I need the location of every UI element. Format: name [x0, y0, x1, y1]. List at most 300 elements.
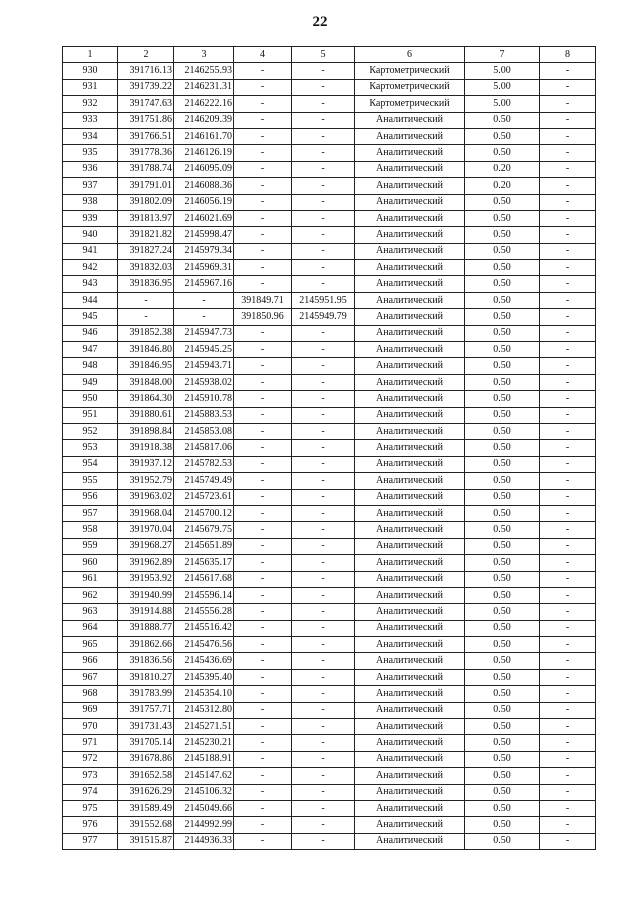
table-cell: 391757.71 [118, 702, 174, 718]
table-cell: 391940.99 [118, 587, 174, 603]
table-cell: - [540, 555, 596, 571]
table-cell: - [234, 522, 292, 538]
table-cell: - [540, 751, 596, 767]
table-cell: - [234, 128, 292, 144]
table-cell: 391832.03 [118, 260, 174, 276]
table-row [63, 637, 596, 653]
table-cell: - [234, 555, 292, 571]
table-cell: - [540, 79, 596, 95]
table-row [63, 358, 596, 374]
table-cell: 391962.89 [118, 555, 174, 571]
table-cell: - [234, 423, 292, 439]
table-cell: 391778.36 [118, 145, 174, 161]
table-cell: - [540, 440, 596, 456]
table-cell: - [292, 456, 355, 472]
table-row [63, 374, 596, 390]
table-cell: Аналитический [355, 587, 465, 603]
table-cell: - [234, 260, 292, 276]
table-cell: - [234, 833, 292, 849]
table-cell: 0.50 [465, 145, 540, 161]
table-cell: 2145476.56 [174, 637, 234, 653]
table-cell: - [292, 751, 355, 767]
table-cell: 0.50 [465, 653, 540, 669]
coordinates-table [62, 46, 596, 850]
table-header-row [63, 47, 596, 63]
table-cell: Аналитический [355, 358, 465, 374]
table-cell: - [540, 423, 596, 439]
table-cell: 391515.87 [118, 833, 174, 849]
table-cell: - [292, 784, 355, 800]
table-row [63, 79, 596, 95]
table-cell: Аналитический [355, 637, 465, 653]
table-cell: - [540, 292, 596, 308]
table-cell: - [292, 374, 355, 390]
table-cell: 2145967.16 [174, 276, 234, 292]
table-cell: Аналитический [355, 669, 465, 685]
table-cell: 391783.99 [118, 686, 174, 702]
table-row [63, 817, 596, 833]
table-cell: - [292, 276, 355, 292]
table-cell: 0.50 [465, 292, 540, 308]
table-cell: - [234, 145, 292, 161]
table-cell: 391766.51 [118, 128, 174, 144]
table-cell: - [234, 325, 292, 341]
table-cell: 0.50 [465, 833, 540, 849]
table-cell: - [234, 489, 292, 505]
table-cell: Аналитический [355, 243, 465, 259]
table-cell: - [234, 686, 292, 702]
table-row [63, 653, 596, 669]
table-cell: 0.50 [465, 817, 540, 833]
table-cell: 2145700.12 [174, 505, 234, 521]
table-cell: - [234, 79, 292, 95]
table-cell: 2146021.69 [174, 210, 234, 226]
table-cell: 0.50 [465, 210, 540, 226]
table-cell: 958 [63, 522, 118, 538]
table-cell: - [292, 96, 355, 112]
table-cell: 2145782.53 [174, 456, 234, 472]
table-cell: 391716.13 [118, 63, 174, 79]
table-cell: 391888.77 [118, 620, 174, 636]
table-cell: - [540, 587, 596, 603]
table-cell: 934 [63, 128, 118, 144]
table-cell: - [540, 391, 596, 407]
table-row [63, 751, 596, 767]
table-cell: Аналитический [355, 571, 465, 587]
table-cell: Аналитический [355, 751, 465, 767]
table-cell: 947 [63, 342, 118, 358]
table-cell: 391968.27 [118, 538, 174, 554]
table-cell: Картометрический [355, 96, 465, 112]
table-cell: 391821.82 [118, 227, 174, 243]
table-cell: 2145651.89 [174, 538, 234, 554]
table-cell: 391788.74 [118, 161, 174, 177]
table-cell: 944 [63, 292, 118, 308]
table-cell: Аналитический [355, 686, 465, 702]
table-cell: Аналитический [355, 210, 465, 226]
table-cell: 391802.09 [118, 194, 174, 210]
table-cell: - [292, 227, 355, 243]
column-header-4: 4 [234, 47, 292, 63]
table-cell: 2146255.93 [174, 63, 234, 79]
table-cell: Аналитический [355, 276, 465, 292]
table-cell: 391810.27 [118, 669, 174, 685]
page-number: 22 [312, 14, 328, 30]
table-cell: 0.50 [465, 489, 540, 505]
table-row [63, 96, 596, 112]
table-cell: - [540, 473, 596, 489]
table-cell: 2146095.09 [174, 161, 234, 177]
column-header-5: 5 [292, 47, 355, 63]
table-cell: 2145938.02 [174, 374, 234, 390]
table-cell: 957 [63, 505, 118, 521]
table-cell: Аналитический [355, 768, 465, 784]
table-cell: - [540, 194, 596, 210]
table-cell: - [292, 702, 355, 718]
table-row [63, 555, 596, 571]
table-cell: - [234, 391, 292, 407]
table-cell: - [234, 342, 292, 358]
table-cell: - [234, 112, 292, 128]
table-cell: - [292, 604, 355, 620]
table-cell: 962 [63, 587, 118, 603]
table-cell: - [234, 620, 292, 636]
table-cell: 2146088.36 [174, 178, 234, 194]
table-cell: 2145617.68 [174, 571, 234, 587]
table-cell: Аналитический [355, 702, 465, 718]
table-cell: - [234, 161, 292, 177]
table-cell: 949 [63, 374, 118, 390]
table-cell: 0.50 [465, 243, 540, 259]
table-cell: 0.50 [465, 423, 540, 439]
table-cell: - [540, 210, 596, 226]
table-cell: - [292, 833, 355, 849]
table-cell: - [234, 800, 292, 816]
table-cell: Аналитический [355, 604, 465, 620]
table-row [63, 456, 596, 472]
table-cell: 391705.14 [118, 735, 174, 751]
table-cell: - [234, 751, 292, 767]
table-cell: - [540, 112, 596, 128]
table-cell: - [540, 702, 596, 718]
table-cell: - [292, 817, 355, 833]
table-cell: 2146161.70 [174, 128, 234, 144]
table-cell: 951 [63, 407, 118, 423]
table-cell: 391849.71 [234, 292, 292, 308]
table-cell: Аналитический [355, 522, 465, 538]
table-row [63, 489, 596, 505]
table-cell: 0.50 [465, 800, 540, 816]
table-cell: - [540, 178, 596, 194]
table-cell: - [540, 342, 596, 358]
table-cell: - [292, 768, 355, 784]
table-cell: 977 [63, 833, 118, 849]
table-row [63, 784, 596, 800]
table-cell: - [540, 817, 596, 833]
table-cell: 2145723.61 [174, 489, 234, 505]
table-cell: Аналитический [355, 817, 465, 833]
table-cell: - [292, 538, 355, 554]
table-cell: - [292, 637, 355, 653]
table-cell: 0.50 [465, 374, 540, 390]
table-cell: - [292, 555, 355, 571]
table-cell: 969 [63, 702, 118, 718]
table-row [63, 63, 596, 79]
table-cell: - [234, 768, 292, 784]
table-cell: Аналитический [355, 391, 465, 407]
table-cell: Аналитический [355, 309, 465, 325]
table-cell: 0.50 [465, 522, 540, 538]
table-cell: Аналитический [355, 178, 465, 194]
table-cell: - [540, 374, 596, 390]
table-cell: 5.00 [465, 63, 540, 79]
table-cell: - [292, 112, 355, 128]
table-cell: - [292, 653, 355, 669]
table-cell: 2145969.31 [174, 260, 234, 276]
table-cell: Аналитический [355, 833, 465, 849]
table-cell: Аналитический [355, 292, 465, 308]
table-cell: 975 [63, 800, 118, 816]
table-cell: - [234, 194, 292, 210]
table-row [63, 719, 596, 735]
table-cell: - [234, 210, 292, 226]
table-cell: 936 [63, 161, 118, 177]
table-cell: 391827.24 [118, 243, 174, 259]
table-row [63, 145, 596, 161]
table-cell: - [292, 243, 355, 259]
table-row [63, 112, 596, 128]
table-cell: - [234, 784, 292, 800]
table-cell: 0.50 [465, 587, 540, 603]
table-cell: - [540, 768, 596, 784]
table-row [63, 210, 596, 226]
column-header-8: 8 [540, 47, 596, 63]
table-cell: 2145945.25 [174, 342, 234, 358]
table-cell: Аналитический [355, 128, 465, 144]
table-cell: - [540, 128, 596, 144]
table-row [63, 292, 596, 308]
table-cell: - [292, 128, 355, 144]
table-cell: - [234, 604, 292, 620]
table-cell: - [118, 292, 174, 308]
table-cell: - [234, 276, 292, 292]
table-cell: - [234, 96, 292, 112]
table-cell: - [174, 292, 234, 308]
table-cell: 0.50 [465, 768, 540, 784]
table-row [63, 800, 596, 816]
table-cell: 391836.95 [118, 276, 174, 292]
table-cell: Картометрический [355, 63, 465, 79]
table-row [63, 227, 596, 243]
table-cell: 0.50 [465, 555, 540, 571]
table-cell: - [540, 276, 596, 292]
table-cell: 2145230.21 [174, 735, 234, 751]
table-cell: Аналитический [355, 440, 465, 456]
table-cell: 2145312.80 [174, 702, 234, 718]
table-row [63, 342, 596, 358]
table-cell: Аналитический [355, 227, 465, 243]
table-cell: - [540, 358, 596, 374]
table-cell: 963 [63, 604, 118, 620]
table-cell: 2145436.69 [174, 653, 234, 669]
table-cell: - [234, 473, 292, 489]
column-header-3: 3 [174, 47, 234, 63]
table-cell: - [292, 473, 355, 489]
table-cell: - [540, 161, 596, 177]
table-cell: 0.50 [465, 309, 540, 325]
table-cell: Аналитический [355, 260, 465, 276]
table-cell: - [234, 653, 292, 669]
table-cell: 391963.02 [118, 489, 174, 505]
table-row [63, 505, 596, 521]
table-cell: 391751.86 [118, 112, 174, 128]
table-row [63, 702, 596, 718]
table-cell: 946 [63, 325, 118, 341]
table-cell: 391864.30 [118, 391, 174, 407]
table-cell: - [540, 227, 596, 243]
table-cell: - [292, 161, 355, 177]
table-cell: 0.50 [465, 702, 540, 718]
table-cell: 391898.84 [118, 423, 174, 439]
table-cell: 391918.38 [118, 440, 174, 456]
table-cell: 391880.61 [118, 407, 174, 423]
table-cell: 971 [63, 735, 118, 751]
table-cell: 0.50 [465, 538, 540, 554]
table-cell: 0.50 [465, 456, 540, 472]
table-cell: - [540, 620, 596, 636]
table-cell: Аналитический [355, 489, 465, 505]
table-cell: - [234, 358, 292, 374]
table-row [63, 833, 596, 849]
table-cell: - [540, 571, 596, 587]
table-row [63, 243, 596, 259]
table-cell: 2145910.78 [174, 391, 234, 407]
table-row [63, 161, 596, 177]
table-cell: - [234, 702, 292, 718]
column-header-7: 7 [465, 47, 540, 63]
table-cell: - [292, 620, 355, 636]
table-row [63, 391, 596, 407]
table-cell: - [540, 735, 596, 751]
table-cell: - [174, 309, 234, 325]
table-cell: 2145516.42 [174, 620, 234, 636]
table-cell: 0.50 [465, 112, 540, 128]
table-cell: 2145556.28 [174, 604, 234, 620]
table-cell: - [292, 79, 355, 95]
table-cell: 0.50 [465, 571, 540, 587]
table-cell: 2146056.19 [174, 194, 234, 210]
table-cell: - [292, 522, 355, 538]
table-cell: 391652.58 [118, 768, 174, 784]
table-cell: 391968.04 [118, 505, 174, 521]
table-cell: - [234, 637, 292, 653]
table-row [63, 686, 596, 702]
table-cell: - [540, 784, 596, 800]
table-cell: Аналитический [355, 342, 465, 358]
table-cell: 2145596.14 [174, 587, 234, 603]
table-cell: 2145943.71 [174, 358, 234, 374]
table-cell: 0.50 [465, 342, 540, 358]
table-cell: 964 [63, 620, 118, 636]
table-cell: 939 [63, 210, 118, 226]
table-cell: - [540, 63, 596, 79]
table-cell: 0.50 [465, 473, 540, 489]
table-cell: 391791.01 [118, 178, 174, 194]
table-cell: - [118, 309, 174, 325]
table-cell: - [540, 243, 596, 259]
table-cell: - [540, 719, 596, 735]
table-cell: 2145749.49 [174, 473, 234, 489]
table-cell: - [540, 325, 596, 341]
table-cell: 0.50 [465, 194, 540, 210]
table-cell: 0.50 [465, 686, 540, 702]
table-cell: - [292, 194, 355, 210]
table-cell: 970 [63, 719, 118, 735]
table-cell: 391626.29 [118, 784, 174, 800]
table-cell: Аналитический [355, 456, 465, 472]
table-cell: - [540, 309, 596, 325]
table-cell: 2146222.16 [174, 96, 234, 112]
table-cell: 2145947.73 [174, 325, 234, 341]
table-cell: - [540, 653, 596, 669]
table-cell: Аналитический [355, 538, 465, 554]
table-row [63, 178, 596, 194]
table-cell: - [292, 178, 355, 194]
table-cell: - [540, 145, 596, 161]
table-cell: - [234, 227, 292, 243]
table-cell: Аналитический [355, 620, 465, 636]
column-header-6: 6 [355, 47, 465, 63]
table-cell: 391552.68 [118, 817, 174, 833]
table-cell: 391739.22 [118, 79, 174, 95]
table-cell: - [292, 145, 355, 161]
table-cell: - [292, 63, 355, 79]
table-cell: 976 [63, 817, 118, 833]
table-cell: - [540, 260, 596, 276]
table-cell: 391731.43 [118, 719, 174, 735]
table-cell: - [540, 538, 596, 554]
table-cell: Аналитический [355, 325, 465, 341]
table-cell: 968 [63, 686, 118, 702]
table-cell: 0.50 [465, 719, 540, 735]
table-cell: - [540, 96, 596, 112]
table-cell: - [234, 735, 292, 751]
table-cell: 0.50 [465, 669, 540, 685]
table-row [63, 604, 596, 620]
table-cell: 942 [63, 260, 118, 276]
table-cell: - [292, 342, 355, 358]
table-cell: 2145883.53 [174, 407, 234, 423]
table-cell: 2145951.95 [292, 292, 355, 308]
table-cell: - [292, 719, 355, 735]
table-cell: Аналитический [355, 505, 465, 521]
table-cell: - [234, 538, 292, 554]
table-cell: - [292, 210, 355, 226]
table-cell: 391953.92 [118, 571, 174, 587]
table-cell: 954 [63, 456, 118, 472]
table-cell: 391848.00 [118, 374, 174, 390]
table-cell: 0.50 [465, 260, 540, 276]
table-cell: 5.00 [465, 96, 540, 112]
table-cell: 2145635.17 [174, 555, 234, 571]
table-cell: 2145188.91 [174, 751, 234, 767]
table-cell: 391678.86 [118, 751, 174, 767]
table-row [63, 669, 596, 685]
table-cell: 950 [63, 391, 118, 407]
table-row [63, 522, 596, 538]
table-cell: - [292, 358, 355, 374]
table-cell: 940 [63, 227, 118, 243]
